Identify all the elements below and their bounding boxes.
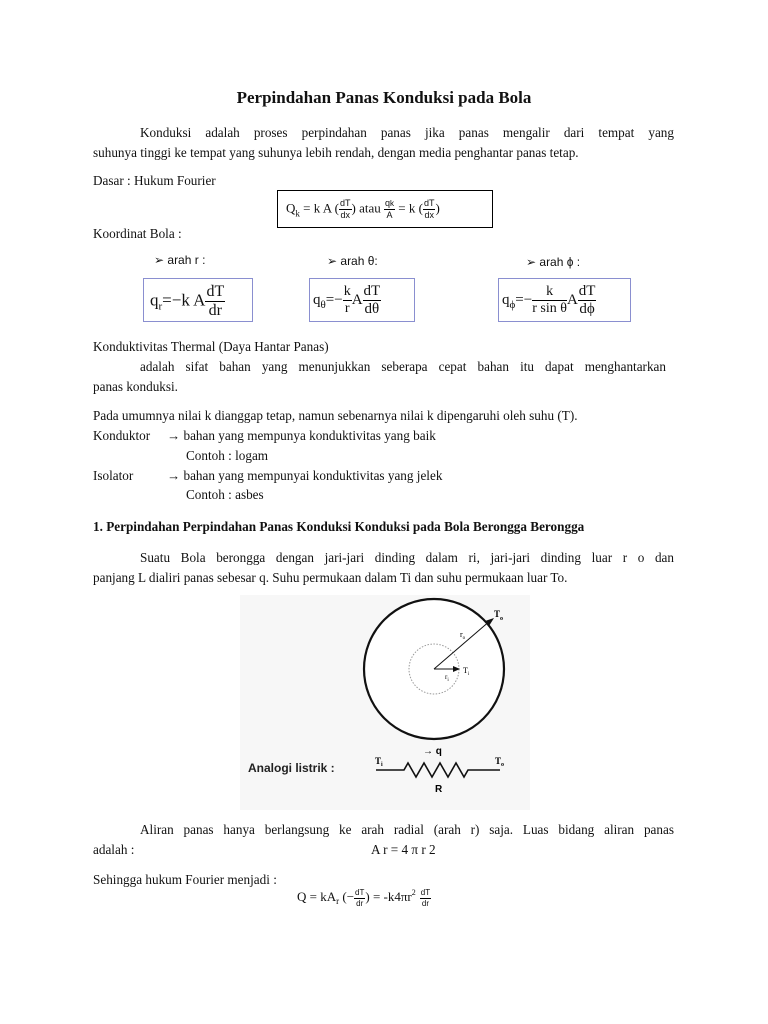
ti-label: $T_i$: [463, 666, 470, 677]
eq-phi-num: dT: [578, 283, 596, 299]
final-open: (−: [339, 889, 355, 904]
eq-theta-q: q: [313, 291, 321, 308]
final-mid: ) = -k4πr: [365, 889, 412, 904]
eq-theta-num: dT: [363, 283, 381, 299]
intro-line-2: suhunya tinggi ke tempat yang suhunya lebih rendah, dengan media penghantar panas tetap.: [93, 145, 579, 160]
final-equation: [297, 888, 431, 908]
eq-r-q: q: [150, 290, 159, 310]
ro-label: $r_o$: [460, 630, 466, 641]
eq-phi-mid: =−: [515, 291, 533, 308]
fourier-close: ): [435, 200, 440, 216]
final-frac-1-num: dT: [355, 887, 365, 897]
page-title: Perpindahan Panas Konduksi pada Bola: [236, 88, 532, 107]
eq-r-num: dT: [206, 283, 225, 300]
umumnya-text: Pada umumnya nilai k dianggap tetap, namun sebenarnya nilai k dipengaruhi oleh suhu (T).: [93, 408, 578, 423]
dasar-label: Dasar : Hukum Fourier: [93, 173, 216, 188]
eq-phi-a: A: [566, 291, 578, 308]
eq-r-sub: r: [158, 300, 163, 313]
arah-phi-label: ➢ arah ϕ :: [526, 255, 581, 269]
eq-phi-k-num: k: [532, 285, 567, 301]
aliran-line-1: Aliran panas hanya berlangsung ke arah radial (arah r) saja. Luas bidang aliran panas: [140, 822, 674, 837]
eq-phi-sub: ϕ: [509, 298, 516, 311]
isolator-label: Isolator: [93, 468, 134, 483]
fourier-q: Q: [286, 200, 296, 216]
eq-theta-k-frac: [343, 285, 352, 316]
hollow-sphere-diagram: [240, 595, 530, 810]
fourier-frac-num-2: dT: [423, 198, 435, 208]
eq-theta-frac: [363, 284, 382, 317]
intro-line-1: Konduksi adalah proses perpindahan panas jika panas mengalir dari tempat yang: [140, 125, 674, 140]
final-frac-2-num: dT: [420, 887, 431, 897]
bola-line-1: Suatu Bola berongga dengan jari-jari dinding dalam ri, jari-jari dinding luar r o dan: [140, 550, 674, 565]
eq-phi-k-den: r sin θ: [532, 301, 567, 316]
fourier-frac-den-2: dx: [424, 210, 434, 220]
eq-theta-k-num: k: [343, 284, 351, 299]
fourier-frac-dtdx-2: [423, 199, 436, 220]
analogi-ti: $T_i$: [375, 756, 383, 768]
fourier-eq-ka: = k A (: [299, 200, 340, 216]
aliran-area-formula: A r = 4 π r 2: [371, 842, 436, 857]
final-frac-2-den: dr: [421, 898, 429, 908]
konduktivitas-line-2: panas konduksi.: [93, 379, 178, 394]
fourier-formula-box: [277, 190, 493, 228]
konduktor-text: → bahan yang mempunya konduktivitas yang baik: [167, 428, 436, 443]
arah-r-label: ➢ arah r :: [154, 253, 206, 267]
eq-r-den: dr: [208, 302, 222, 319]
fourier-frac-a: A: [386, 210, 393, 220]
koordinat-label: Koordinat Bola :: [93, 226, 182, 241]
eq-theta-k-den: r: [344, 301, 350, 316]
fourier-frac-den: dx: [340, 210, 351, 220]
section-1-heading: 1. Perpindahan Perpindahan Panas Konduksi Konduksi pada Bola Berongga Berongga: [93, 519, 585, 534]
final-frac-1: [354, 889, 365, 908]
final-frac-2: [420, 889, 431, 908]
fourier-frac-num: dT: [340, 198, 351, 208]
fourier-atau: ) atau: [351, 200, 385, 216]
analogi-q: → q: [423, 746, 442, 757]
eq-theta-mid: =−: [325, 291, 343, 308]
isolator-text: → bahan yang mempunyai konduktivitas yang jelek: [167, 468, 443, 483]
eq-phi-frac: [578, 284, 597, 317]
ri-label: $r_i$: [445, 673, 449, 683]
eq-theta-sub: θ: [320, 298, 326, 311]
arah-theta-label: ➢ arah θ:: [327, 254, 378, 268]
fourier-qk-sub: k: [390, 199, 395, 208]
equation-theta-box: [309, 278, 415, 322]
konduktor-label: Konduktor: [93, 428, 151, 443]
final-lhs: Q = kA: [297, 889, 337, 904]
analogi-label: Analogi listrik :: [248, 761, 335, 775]
eq-phi-den: dϕ: [579, 301, 595, 317]
isolator-contoh: Contoh : asbes: [186, 487, 264, 502]
konduktivitas-heading: Konduktivitas Thermal (Daya Hantar Panas): [93, 339, 329, 354]
equation-r-box: [143, 278, 253, 322]
analogi-to: $T_o$: [495, 756, 505, 768]
eq-r-frac: [205, 284, 225, 319]
final-frac-1-den: dr: [356, 898, 364, 908]
eq-theta-a: A: [351, 291, 363, 308]
equation-phi-box: [498, 278, 631, 322]
bola-line-2: panjang L dialiri panas sebesar q. Suhu permukaan dalam Ti dan suhu permukaan luar To.: [93, 570, 568, 585]
sehingga-text: Sehingga hukum Fourier menjadi :: [93, 872, 277, 887]
fourier-frac-qka: [384, 199, 395, 220]
konduktivitas-line-1: adalah sifat bahan yang menunjukkan seberapa cepat bahan itu dapat menghantarkan: [140, 359, 666, 374]
eq-phi-k-frac: [532, 285, 567, 316]
eq-r-mid: =−k A: [162, 290, 206, 310]
eq-phi-q: q: [502, 291, 510, 308]
fourier-frac-dtdx: [339, 199, 352, 220]
final-sup: 2: [411, 888, 416, 897]
fourier-eq-k: = k (: [395, 200, 423, 216]
aliran-adalah: adalah :: [93, 842, 135, 857]
final-sub: r: [336, 896, 340, 906]
konduktor-contoh: Contoh : logam: [186, 448, 269, 463]
fourier-qk: q: [385, 198, 391, 208]
to-label: $T_o$: [494, 609, 504, 622]
fourier-q-sub: k: [295, 208, 300, 219]
eq-theta-den: dθ: [364, 301, 380, 317]
analogi-r: R: [435, 784, 443, 795]
